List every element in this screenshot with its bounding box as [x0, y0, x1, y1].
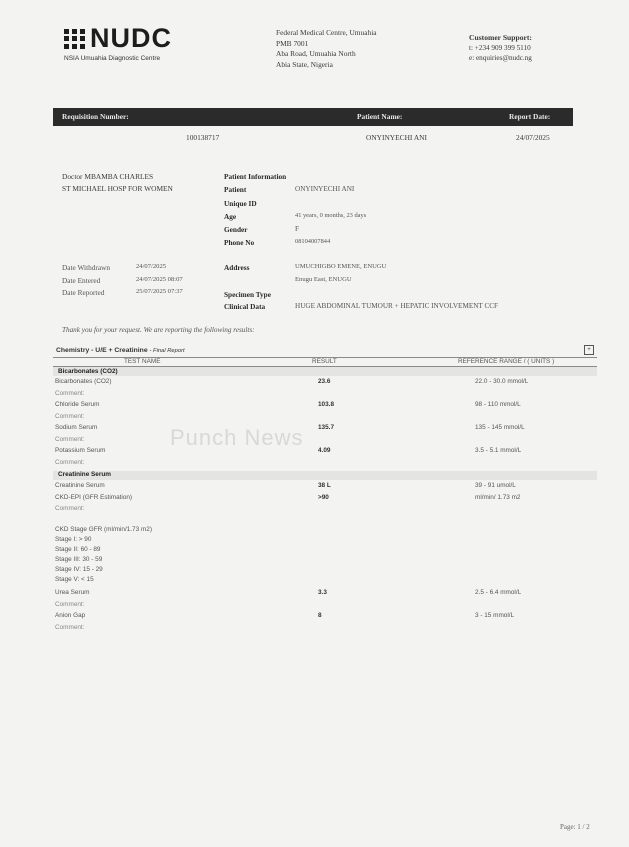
logo-text: NUDC: [90, 23, 172, 53]
centre-address: [276, 28, 377, 70]
col-result: RESULT: [312, 358, 337, 365]
address-line: Aba Road, Umuahia North: [276, 49, 356, 58]
reference-range: 135 - 145 mmol/L: [475, 424, 525, 431]
test-result: 103.8: [318, 401, 334, 408]
address-label: Address: [224, 263, 250, 272]
test-name: Chloride Serum: [55, 401, 100, 408]
report-title: Chemistry - U/E + Creatinine - Final Report: [56, 347, 185, 354]
test-result: 135.7: [318, 424, 334, 431]
date-entered-label: Date Entered: [62, 276, 101, 285]
address-line: Abia State, Nigeria: [276, 59, 333, 69]
ckd-stage-line: Stage II: 60 - 89: [55, 546, 101, 553]
age-label: Age: [224, 212, 237, 221]
test-name: Sodium Serum: [55, 424, 98, 431]
test-name: Anion Gap: [55, 612, 86, 619]
expand-icon: +: [584, 345, 594, 355]
test-name: Urea Serum: [55, 589, 90, 596]
requisition-bar: [53, 108, 573, 126]
requisition-label: Requisition Number:: [62, 112, 129, 121]
test-name: Bicarbonates (CO2): [55, 378, 112, 385]
patient-name-label: Patient Name:: [357, 112, 403, 121]
patient-info-heading: Patient Information: [224, 172, 287, 181]
patient-label: Patient: [224, 185, 247, 194]
gender-label: Gender: [224, 225, 248, 234]
address-line: Federal Medical Centre, Umuahia: [276, 28, 377, 37]
report-status: Final Report: [153, 348, 185, 354]
support-email: e: enquiries@nudc.ng: [469, 54, 532, 62]
reference-range: 98 - 110 mmol/L: [475, 401, 521, 408]
patient-name-value: ONYINYECHI ANI: [366, 133, 427, 142]
test-name: CKD-EPI (GFR Estimation): [55, 493, 133, 501]
unique-id-label: Unique ID: [224, 199, 257, 208]
comment-label: Comment:: [55, 505, 85, 512]
report-date-label: Report Date:: [509, 112, 551, 121]
comment-label: Comment:: [55, 389, 85, 397]
section-band: [53, 471, 597, 480]
address-line: PMB 7001: [276, 38, 309, 48]
reference-range: 22.0 - 30.0 mmol/L: [475, 378, 529, 385]
comment-label: Comment:: [55, 623, 85, 631]
section-band: [53, 367, 597, 376]
test-name: Potassium Serum: [55, 447, 106, 454]
phone-value: 08104007844: [295, 238, 331, 245]
date-withdrawn-value: 24/07/2025: [136, 263, 167, 270]
clinical-data-label: Clinical Data: [224, 302, 266, 311]
customer-support: [469, 33, 532, 63]
date-entered-value: 24/07/2025 08:07: [136, 276, 183, 283]
test-result: 3.3: [318, 589, 327, 596]
reference-range: 2.5 - 6.4 mmol/L: [475, 589, 522, 596]
address-line-2: Enugu East, ENUGU: [295, 276, 352, 283]
support-phone: t: +234 909 399 5110: [469, 44, 531, 52]
test-result: 38 L: [318, 482, 331, 489]
comment-label: Comment:: [55, 458, 85, 466]
page-number: Page: 1 / 2: [560, 823, 590, 831]
doctor-name: Doctor MBAMBA CHARLES: [62, 172, 154, 181]
report-date-value: 24/07/2025: [516, 133, 550, 142]
reference-range: 39 - 91 umol/L: [475, 482, 516, 489]
reference-range: 3 - 15 mmol/L: [475, 612, 515, 619]
reference-range: ml/min/ 1.73 m2: [475, 493, 521, 501]
col-reference-range: REFERENCE RANGE / ( UNITS ): [458, 358, 555, 365]
specimen-label: Specimen Type: [224, 290, 271, 299]
intro-text: Thank you for your request. We are reporting the following results:: [62, 326, 255, 334]
ckd-stage-line: CKD Stage GFR (ml/min/1.73 m2): [55, 526, 152, 533]
clinical-data-value: HUGE ABDOMINAL TUMOUR + HEPATIC INVOLVEMENT CCF: [295, 302, 499, 310]
patient-value: ONYINYECHI ANI: [295, 185, 355, 193]
section-creatinine: Creatinine Serum: [58, 471, 111, 478]
address-line-1: UMUCHIGBO EMENE, ENUGU: [295, 263, 387, 270]
reference-range: 3.5 - 5.1 mmol/L: [475, 447, 522, 454]
comment-label: Comment:: [55, 412, 85, 420]
support-title: Customer Support:: [469, 33, 532, 42]
test-name: Creatinine Serum: [55, 482, 105, 489]
logo-mark-icon: [64, 29, 86, 49]
date-withdrawn-label: Date Withdrawn: [62, 263, 110, 272]
date-reported-label: Date Reported: [62, 288, 105, 297]
col-test-name: TEST NAME: [124, 358, 161, 365]
gender-value: F: [295, 225, 299, 233]
ckd-stage-line: Stage V: < 15: [55, 576, 94, 583]
ckd-stage-line: Stage III: 30 - 59: [55, 556, 103, 563]
watermark: Punch News: [170, 425, 304, 450]
section-bicarbonates: Bicarbonates (CO2): [58, 368, 118, 375]
ckd-stage-line: Stage IV: 15 - 29: [55, 566, 103, 573]
date-reported-value: 25/07/2025 07:37: [136, 288, 183, 295]
test-result: 4.09: [318, 447, 331, 454]
logo-subtitle: NSIA Umuahia Diagnostic Centre: [64, 55, 161, 62]
age-value: 41 years, 0 months, 23 days: [295, 212, 367, 219]
test-result: >90: [318, 493, 329, 501]
comment-label: Comment:: [55, 600, 85, 608]
report-title-text: Chemistry - U/E + Creatinine: [56, 347, 148, 354]
doctor-hospital: ST MICHAEL HOSP FOR WOMEN: [62, 184, 173, 193]
test-result: 8: [318, 612, 322, 619]
comment-label: Comment:: [55, 435, 85, 443]
test-result: 23.6: [318, 378, 331, 385]
requisition-number: 100138717: [186, 133, 220, 142]
ckd-stage-line: Stage I: > 90: [55, 536, 92, 543]
phone-label: Phone No: [224, 238, 255, 247]
